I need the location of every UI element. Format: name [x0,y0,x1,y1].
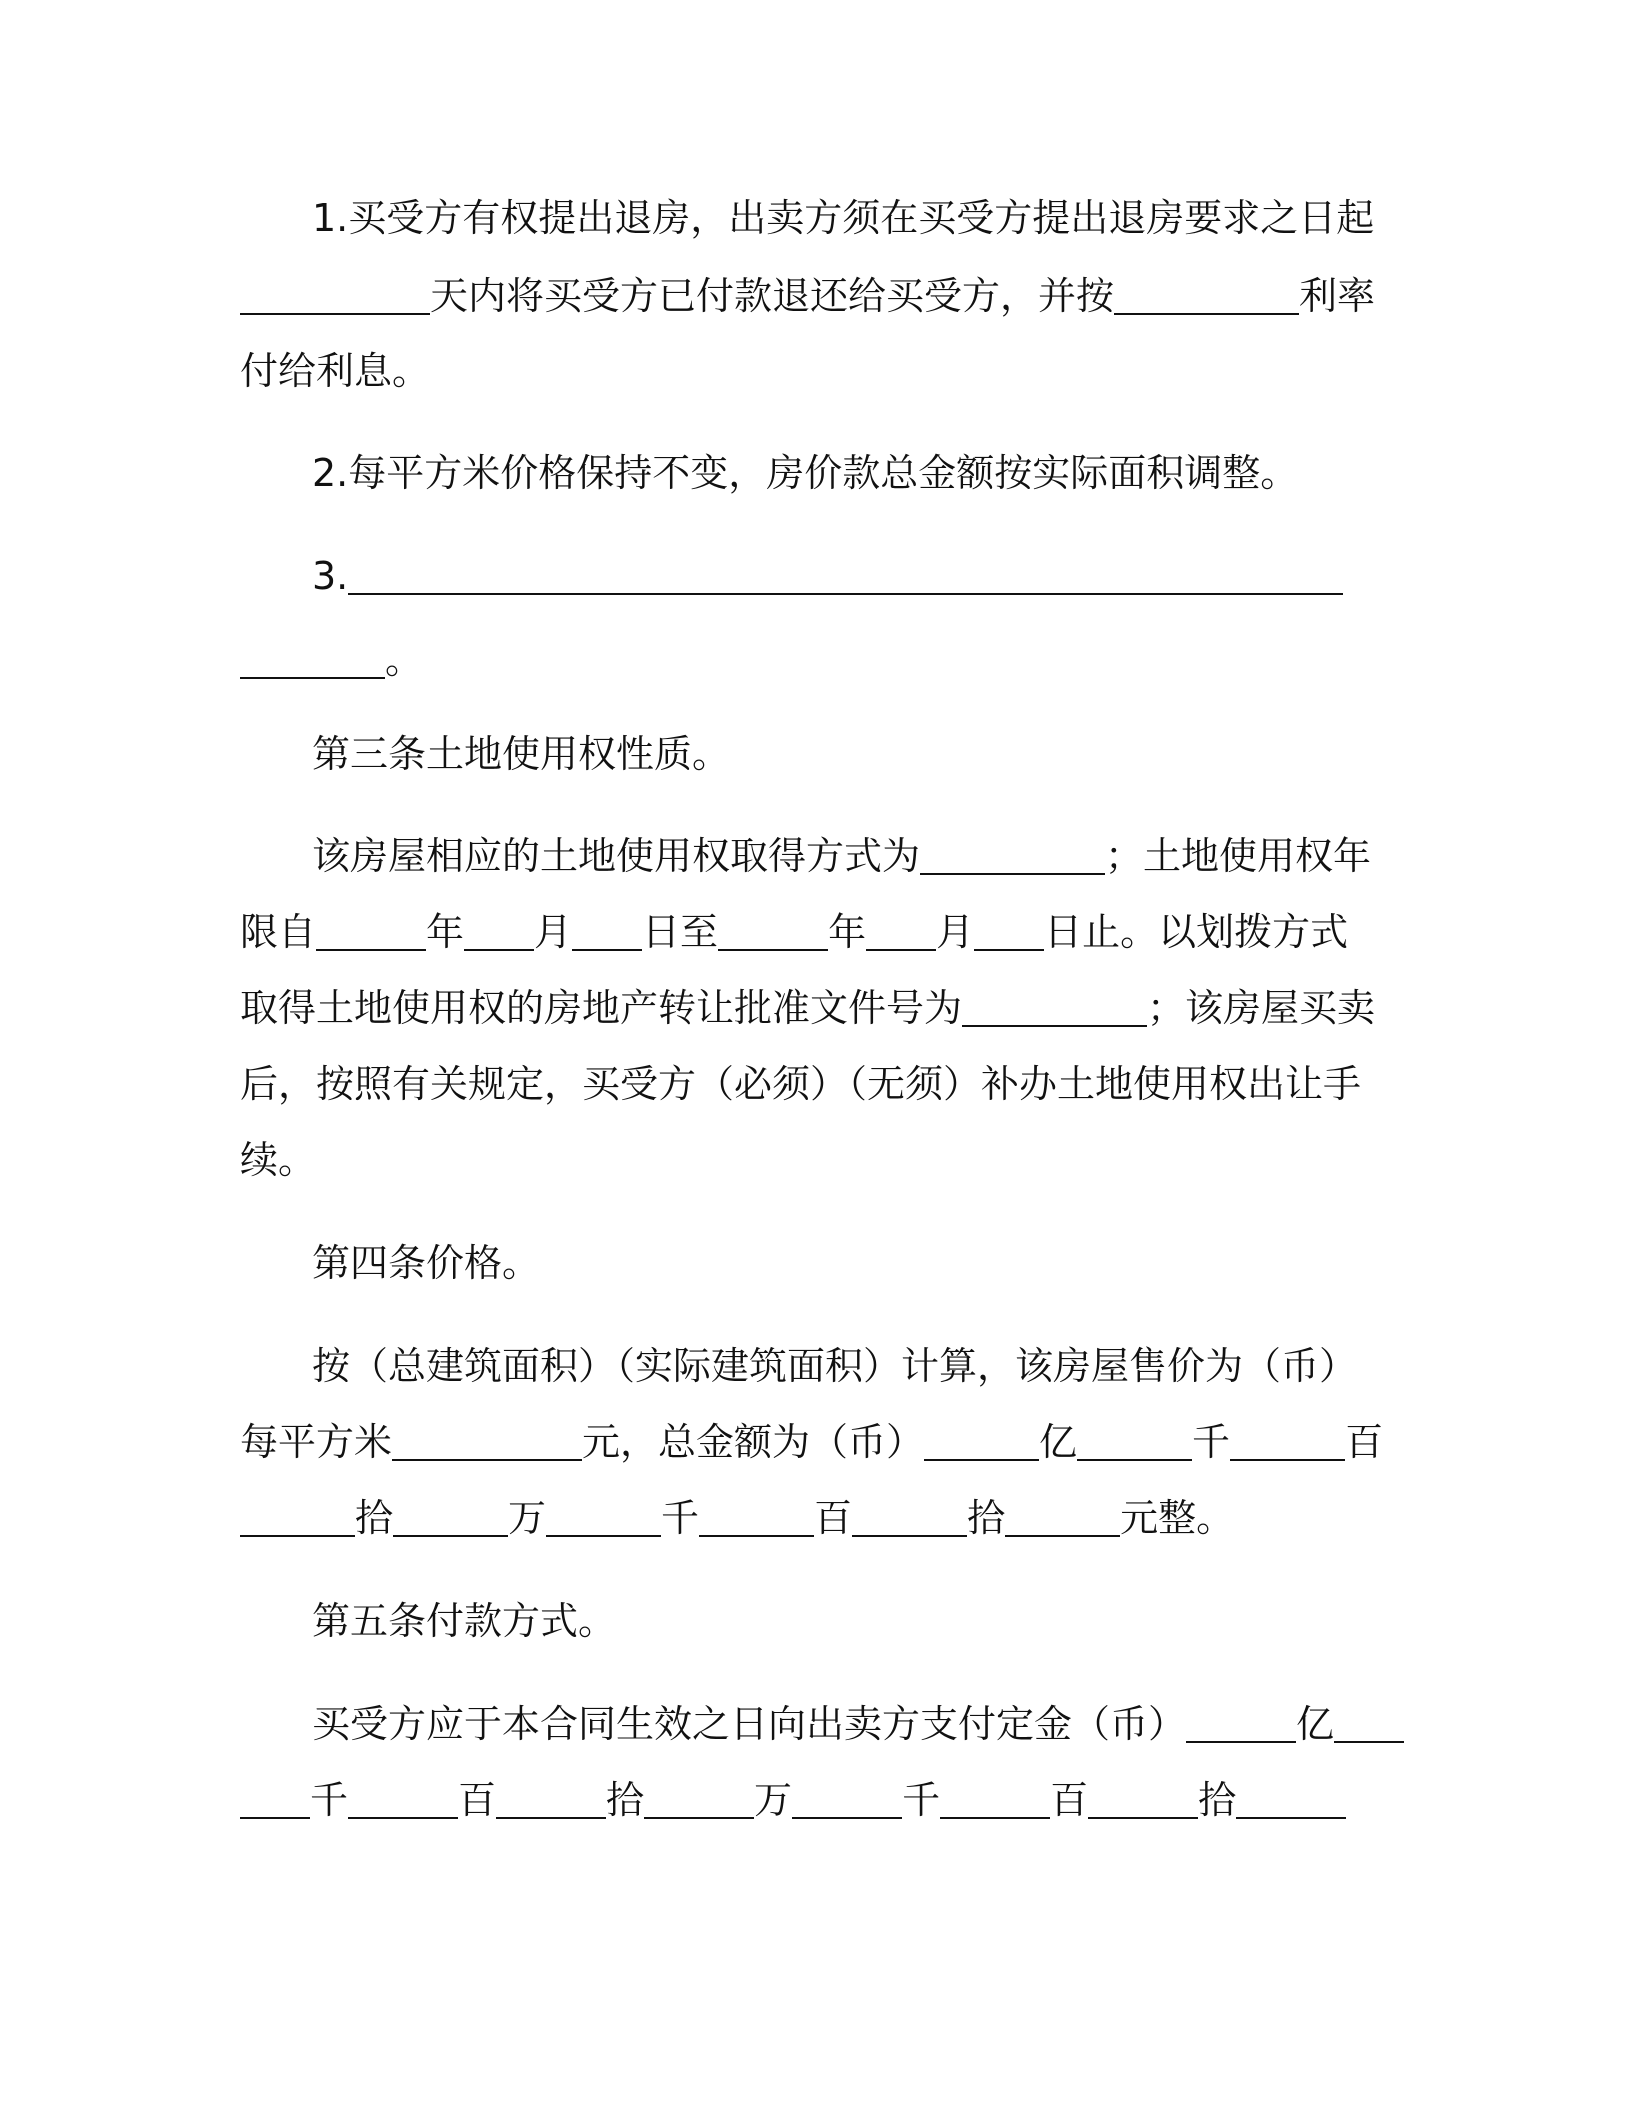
blank [852,1493,967,1537]
blank-days [240,271,430,315]
clause-1-line-1: 1.买受方有权提出退房，出卖方须在买受方提出退房要求之日起 [312,196,1375,240]
blank [1230,1417,1345,1461]
blank [1186,1699,1296,1743]
blank [866,907,936,951]
blank [393,1493,508,1537]
blank-unit-price [392,1417,582,1461]
blank [699,1493,814,1537]
blank [644,1775,754,1819]
blank [464,907,534,951]
clause-3-line-1: 3. [240,548,1350,604]
blank-clause-3 [348,551,1343,595]
blank [1077,1417,1192,1461]
article-3-line-1: 该房屋相应的土地使用权取得方式为 ；土地使用权年 [240,828,1350,884]
clause-1-line-3: 付给利息。 [240,349,431,393]
article-4-line-1: 按（总建筑面积）（实际建筑面积）计算，该房屋售价为（币） [312,1344,1358,1388]
article-4-line-2: 每平方米 元，总金额为（币） 亿 千 百 [240,1414,1350,1470]
blank [1334,1699,1404,1743]
blank [348,1775,458,1819]
blank-doc-number [962,983,1147,1027]
article-3-line-2: 限自 年 月 日至 年 月 日止。以划拨方式 [240,904,1350,960]
blank [1088,1775,1198,1819]
article-3-line-4: 后，按照有关规定，买受方（必须）（无须）补办土地使用权出让手 [240,1062,1362,1106]
blank-acquire-method [920,831,1105,875]
blank [1236,1775,1346,1819]
article-4-line-3: 拾 万 千 百 拾 元整。 [240,1490,1350,1546]
blank-rate [1114,271,1299,315]
article-3-line-3: 取得土地使用权的房地产转让批准文件号为 ；该房屋买卖 [240,980,1350,1036]
article-5-line-2: 千 百 拾 万 千 百 拾 [240,1772,1350,1828]
blank [718,907,828,951]
blank [240,1493,355,1537]
blank-clause-3-cont [240,635,385,679]
blank [940,1775,1050,1819]
clause-2: 2.每平方米价格保持不变，房价款总金额按实际面积调整。 [312,451,1299,495]
article-3-line-5: 续。 [240,1138,317,1182]
blank [316,907,426,951]
article-3-title: 第三条土地使用权性质。 [312,732,731,776]
blank [496,1775,606,1819]
blank [546,1493,661,1537]
blank [1005,1493,1120,1537]
blank [572,907,642,951]
article-5-line-1: 买受方应于本合同生效之日向出卖方支付定金（币） 亿 [240,1696,1350,1752]
clause-3-line-2: 。 [240,632,1350,688]
blank [974,907,1044,951]
blank [240,1775,310,1819]
article-5-title: 第五条付款方式。 [312,1599,617,1643]
article-4-title: 第四条价格。 [312,1241,541,1285]
clause-1-line-2: 天内将买受方已付款退还给买受方，并按 利率 [240,268,1350,324]
blank [792,1775,902,1819]
blank [924,1417,1039,1461]
